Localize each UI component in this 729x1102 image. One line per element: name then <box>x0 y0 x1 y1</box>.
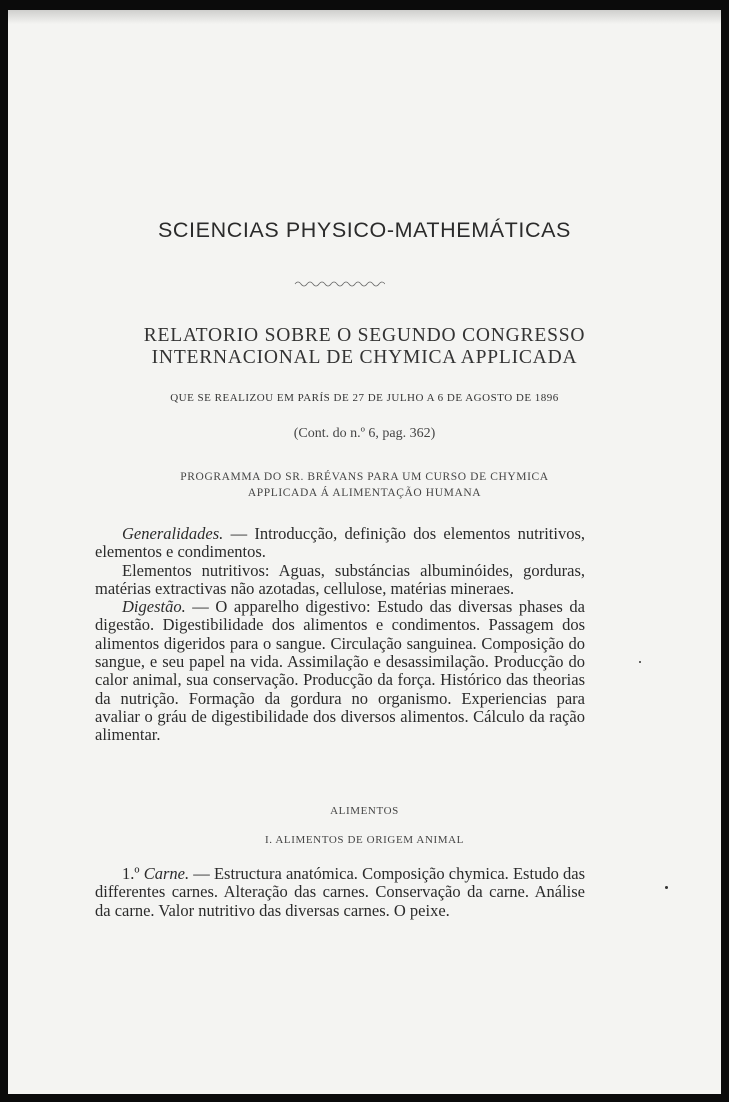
report-title-line-2: INTERNACIONAL DE CHYMICA APPLICADA <box>151 347 578 368</box>
continuation-note: (Cont. do n.º 6, pag. 362) <box>293 426 436 441</box>
programme-line-1: PROGRAMMA DO SR. BRÉVANS PARA UM CURSO DE CHYMICA <box>180 471 549 483</box>
speck <box>639 661 641 663</box>
text-elementos: Elementos nutritivos: Aguas, substáncias albuminóides, gorduras, matérias extractivas não azotadas, cellulose, matérias mineraes. <box>95 560 585 598</box>
term-carne: Carne. <box>143 864 190 883</box>
programme-line-2: APPLICADA Á ALIMENTAÇÃO HUMANA <box>247 487 482 499</box>
paragraph-generalidades <box>95 525 585 562</box>
paragraph-carne <box>95 865 585 920</box>
term-generalidades: Generalidades. <box>122 524 224 543</box>
text-digestao: — O apparelho digestivo: Estudo das diversas phases da digestão. Digestibilidade dos alimentos e condimentos. Passagem dos alimentos digeridos para o sangue. Circulação sanguinea. Composição do sangue, e seu papel na vida. Assimilação e desassimilação. Producção do calor animal, sua conservação. Producção da força. Histórico das theorias da nutrição. Formação da gordura no organismo. Experiencias para avaliar o gráu de digestibilidade dos diversos alimentos. Cálculo da ração alimentar. <box>95 597 585 745</box>
programme-heading <box>8 469 721 501</box>
paragraph-elementos <box>95 562 585 599</box>
subhead-alimentos: ALIMENTOS <box>330 805 399 817</box>
text-carne: — Estructura anatómica. Composição chymica. Estudo das differentes carnes. Alteração das carnes. Conservação da carne. Análise da carne. Valor nutritivo das diversas carnes. O peixe. <box>95 864 586 920</box>
report-title-line-1: RELATORIO SOBRE O SEGUNDO CONGRESSO <box>143 325 586 346</box>
report-title <box>8 325 721 369</box>
subhead-origem-animal: I. ALIMENTOS DE ORIGEM ANIMAL <box>265 834 464 846</box>
body-text-carne <box>95 865 585 920</box>
speck <box>665 886 668 889</box>
scanned-page <box>8 10 721 1094</box>
carne-number: 1.º <box>122 864 140 883</box>
ornament-divider <box>293 278 385 288</box>
term-digestao: Digestão. <box>122 597 186 617</box>
text-generalidades: — Introducção, definição dos elementos nutritivos, elementos e condimentos. <box>95 524 585 562</box>
paragraph-digestao <box>95 598 585 744</box>
body-text <box>95 525 585 745</box>
section-title: SCIENCIAS PHYSICO-MATHEMÁTICAS <box>157 218 571 242</box>
meeting-subtitle: QUE SE REALIZOU EM PARÍS DE 27 DE JULHO A 6 DE AGOSTO DE 1896 <box>170 392 559 404</box>
